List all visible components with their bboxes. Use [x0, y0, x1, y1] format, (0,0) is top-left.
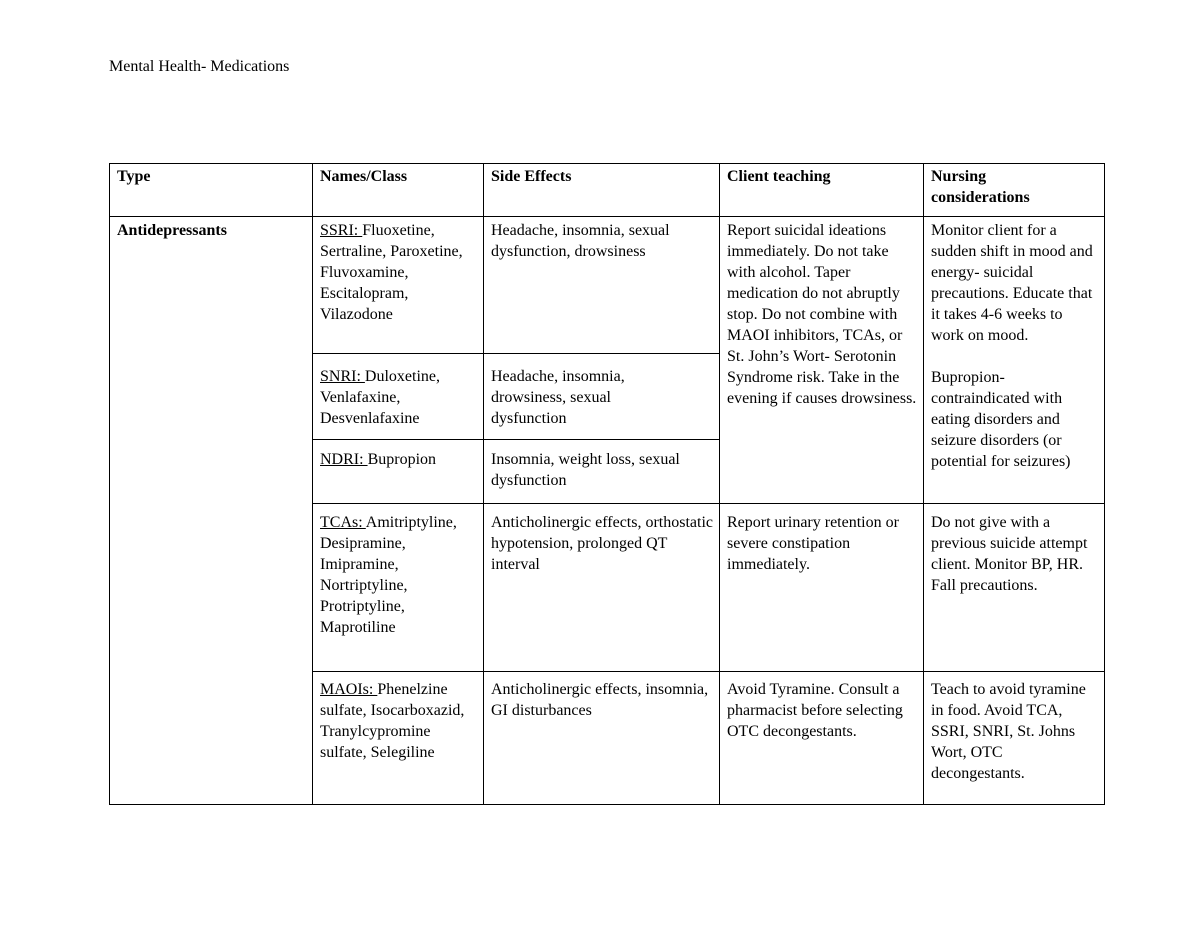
nursing-shared	[931, 220, 1099, 472]
table-border-left	[109, 163, 110, 805]
side-effects-ssri: Headache, insomnia, sexual dysfunction, drowsiness	[491, 222, 670, 260]
header-nursing-considerations: Nursing considerations	[931, 168, 1030, 206]
names-ndri	[320, 449, 478, 470]
row-divider	[312, 353, 719, 354]
header-type: Type	[117, 168, 151, 185]
class-label-tca: TCAs:	[320, 514, 366, 531]
row-divider	[312, 503, 1104, 504]
header-divider	[109, 216, 1105, 217]
nursing-maoi: Teach to avoid tyramine in food. Avoid TCA, SSRI, SNRI, St. Johns Wort, OTC decongestants.	[931, 681, 1086, 782]
header-names-class: Names/Class	[320, 168, 408, 185]
class-label-ndri: NDRI:	[320, 451, 368, 468]
type-antidepressants: Antidepressants	[117, 222, 227, 239]
nursing-tca: Do not give with a previous suicide attempt client. Monitor BP, HR. Fall precautions.	[931, 514, 1088, 594]
column-divider	[483, 163, 484, 805]
class-label-snri: SNRI:	[320, 368, 365, 385]
nursing-shared-para2: Bupropion- contraindicated with eating disorders and seizure disorders (or potential for seizures)	[931, 369, 1071, 470]
table-border-top	[109, 163, 1105, 164]
column-divider	[719, 163, 720, 805]
drug-names-maoi: Phenelzine sulfate, Isocarboxazid, Tranylcypromine sulfate, Selegiline	[320, 681, 465, 761]
column-divider	[312, 163, 313, 805]
nursing-shared-para1: Monitor client for a sudden shift in mood and energy- suicidal precautions. Educate that it takes 4-6 weeks to work on mood.	[931, 222, 1093, 344]
table-border-right	[1104, 163, 1105, 805]
drug-names-snri: Duloxetine, Venlafaxine, Desvenlafaxine	[320, 368, 440, 427]
row-divider	[312, 439, 719, 440]
names-snri	[320, 366, 478, 429]
side-effects-maoi: Anticholinergic effects, insomnia, GI disturbances	[491, 681, 709, 719]
client-teaching-shared: Report suicidal ideations immediately. Do not take with alcohol. Taper medication do not abruptly stop. Do not combine with MAOI inhibitors, TCAs, or St. John’s Wort- Serotonin Syndrome risk. Take in the evening if causes drowsiness.	[727, 222, 917, 407]
header-client-teaching: Client teaching	[727, 168, 831, 185]
header-side-effects: Side Effects	[491, 168, 572, 185]
names-maoi	[320, 679, 478, 763]
drug-names-ssri: Fluoxetine, Sertraline, Paroxetine, Fluvoxamine, Escitalopram, Vilazodone	[320, 222, 463, 323]
document-title: Mental Health- Medications	[109, 58, 290, 75]
class-label-ssri: SSRI:	[320, 222, 363, 239]
names-tca	[320, 512, 478, 638]
client-teaching-maoi: Avoid Tyramine. Consult a pharmacist before selecting OTC decongestants.	[727, 681, 903, 740]
client-teaching-tca: Report urinary retention or severe constipation immediately.	[727, 514, 899, 573]
class-label-maoi: MAOIs:	[320, 681, 378, 698]
side-effects-tca: Anticholinergic effects, orthostatic hypotension, prolonged QT interval	[491, 514, 714, 573]
drug-names-ndri: Bupropion	[367, 451, 437, 468]
column-divider	[923, 163, 924, 805]
side-effects-ndri: Insomnia, weight loss, sexual dysfunction	[491, 451, 680, 489]
names-ssri	[320, 220, 478, 325]
side-effects-snri: Headache, insomnia, drowsiness, sexual dysfunction	[491, 368, 625, 427]
row-divider	[312, 671, 1104, 672]
drug-names-tca: Amitriptyline, Desipramine, Imipramine, Nortriptyline, Protriptyline, Maprotiline	[320, 514, 457, 636]
table-border-bottom	[109, 804, 1105, 805]
